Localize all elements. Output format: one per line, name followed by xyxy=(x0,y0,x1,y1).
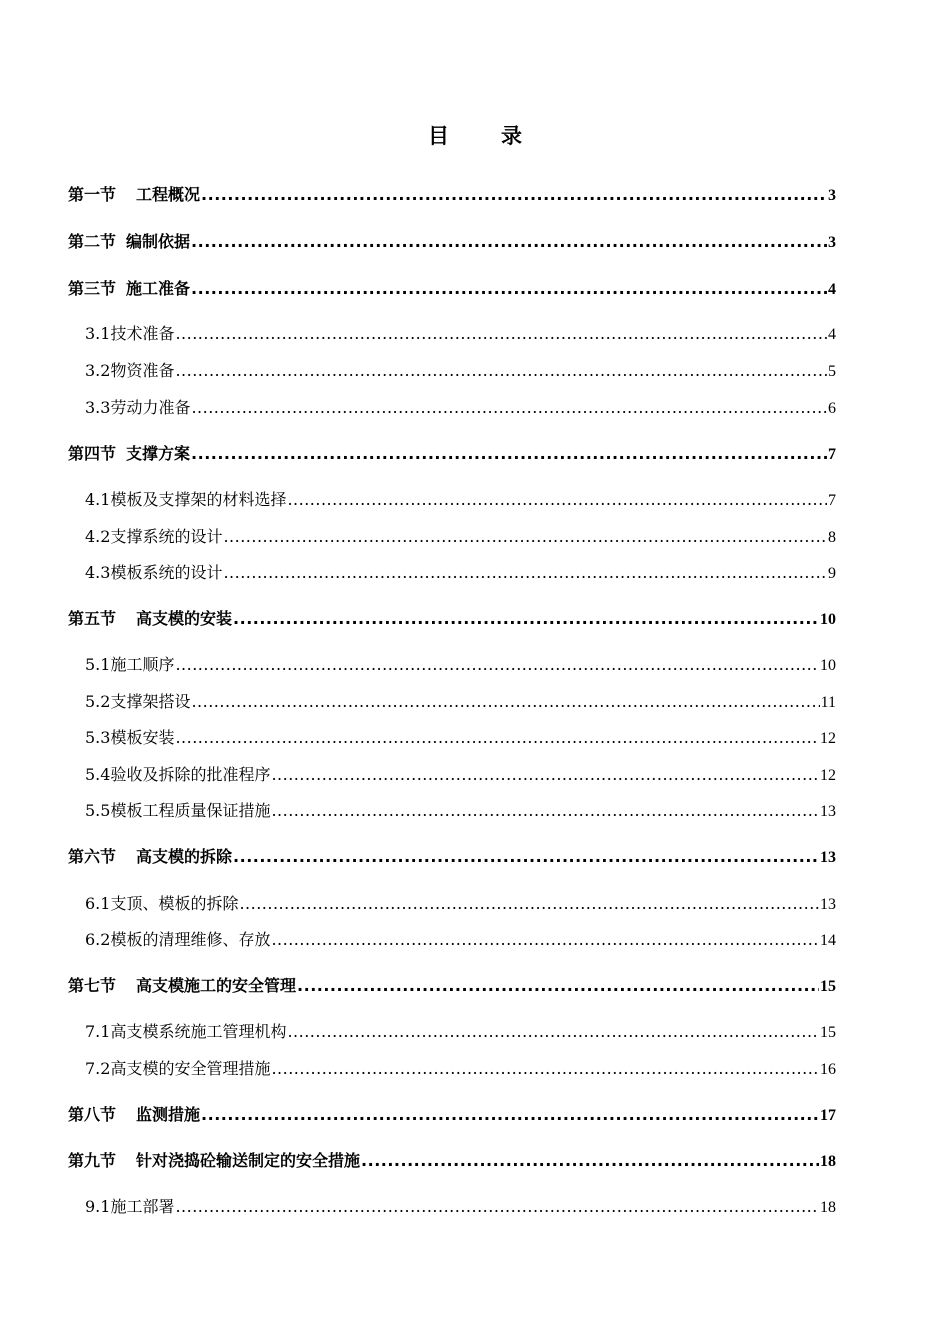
toc-entry-title: 5.4验收及拆除的批准程序 xyxy=(85,765,271,784)
toc-page-number: 11 xyxy=(820,694,836,711)
toc-dot-leader xyxy=(233,847,819,866)
toc-dot-leader xyxy=(271,801,819,820)
toc-dot-leader xyxy=(191,398,827,417)
toc-entry-title: 高支模施工的安全管理 xyxy=(136,976,297,995)
toc-entry-title: 5.2支撑架搭设 xyxy=(85,692,191,711)
toc-page-number: 3 xyxy=(828,234,836,251)
toc-entry-6-2[interactable] xyxy=(85,927,836,950)
toc-entry-5-3[interactable] xyxy=(85,725,836,748)
toc-entry-3-1[interactable] xyxy=(85,321,836,344)
toc-entry-4-2[interactable] xyxy=(85,524,836,547)
toc-dot-leader xyxy=(201,1105,819,1124)
toc-dot-leader xyxy=(223,563,827,582)
toc-section-number: 第九节 xyxy=(68,1151,117,1170)
toc-entry-title: 高支模的安装 xyxy=(136,609,233,628)
toc-entry-section-3[interactable] xyxy=(68,276,836,299)
toc-heading xyxy=(0,120,950,150)
toc-page-number: 6 xyxy=(828,400,836,417)
toc-heading-left: 目 xyxy=(428,124,449,148)
toc-page-number: 5 xyxy=(828,363,836,380)
toc-section-number: 第五节 xyxy=(68,609,117,628)
toc-entry-5-4[interactable] xyxy=(85,762,836,785)
toc-entry-title: 4.2支撑系统的设计 xyxy=(85,527,223,546)
toc-entry-title: 5.1施工顺序 xyxy=(85,655,175,674)
toc-page-number: 4 xyxy=(828,281,836,298)
toc-dot-leader xyxy=(175,728,819,747)
toc-dot-leader xyxy=(175,324,827,343)
toc-entry-section-6[interactable] xyxy=(68,844,836,867)
toc-dot-leader xyxy=(223,527,827,546)
toc-page-number: 12 xyxy=(820,730,836,747)
toc-page-number: 13 xyxy=(820,849,836,866)
toc-entry-title: 6.1支顶、模板的拆除 xyxy=(85,894,239,913)
toc-dot-leader xyxy=(175,655,819,674)
toc-entry-section-9[interactable] xyxy=(68,1148,836,1171)
toc-entry-7-2[interactable] xyxy=(85,1056,836,1079)
toc-entry-section-4[interactable] xyxy=(68,441,836,464)
toc-entry-title: 施工准备 xyxy=(126,279,191,298)
toc-entry-5-5[interactable] xyxy=(85,798,836,821)
toc-page-number: 9 xyxy=(828,565,836,582)
toc-dot-leader xyxy=(175,361,827,380)
toc-entry-3-3[interactable] xyxy=(85,395,836,418)
toc-dot-leader xyxy=(287,1022,819,1041)
toc-entry-5-2[interactable] xyxy=(85,689,836,712)
toc-entry-section-5[interactable] xyxy=(68,606,836,629)
toc-entry-title: 5.3模板安装 xyxy=(85,728,175,747)
toc-entry-title: 4.1模板及支撑架的材料选择 xyxy=(85,490,287,509)
toc-page-number: 10 xyxy=(820,657,836,674)
toc-dot-leader xyxy=(297,976,819,995)
toc-entry-title: 7.1高支模系统施工管理机构 xyxy=(85,1022,287,1041)
toc-page-number: 18 xyxy=(820,1153,836,1170)
toc-entry-title: 针对浇捣砼输送制定的安全措施 xyxy=(136,1151,361,1170)
toc-dot-leader xyxy=(191,444,827,463)
toc-entry-7-1[interactable] xyxy=(85,1019,836,1042)
toc-entry-3-2[interactable] xyxy=(85,358,836,381)
toc-entry-title: 支撑方案 xyxy=(126,444,191,463)
toc-entry-5-1[interactable] xyxy=(85,652,836,675)
toc-section-number: 第六节 xyxy=(68,847,117,866)
toc-entry-title: 工程概况 xyxy=(136,185,201,204)
toc-entry-section-2[interactable] xyxy=(68,229,836,252)
toc-section-number: 第八节 xyxy=(68,1105,117,1124)
toc-page-number: 10 xyxy=(820,611,836,628)
toc-section-number: 第一节 xyxy=(68,185,117,204)
toc-page-number: 15 xyxy=(820,1024,836,1041)
toc-entry-title: 监测措施 xyxy=(136,1105,201,1124)
toc-entry-title: 编制依据 xyxy=(126,232,191,251)
toc-page-number: 15 xyxy=(820,978,836,995)
toc-page-number: 18 xyxy=(820,1199,836,1216)
toc-entry-title: 4.3模板系统的设计 xyxy=(85,563,223,582)
toc-dot-leader xyxy=(201,185,827,204)
toc-dot-leader xyxy=(191,232,827,251)
toc-dot-leader xyxy=(361,1151,819,1170)
toc-entry-section-8[interactable] xyxy=(68,1102,836,1125)
toc-page-number: 8 xyxy=(828,529,836,546)
toc-page-number: 7 xyxy=(828,446,836,463)
toc-entry-section-7[interactable] xyxy=(68,973,836,996)
toc-page-number: 13 xyxy=(820,803,836,820)
toc-entry-4-3[interactable] xyxy=(85,560,836,583)
toc-dot-leader xyxy=(191,279,827,298)
toc-dot-leader xyxy=(271,930,819,949)
toc-section-number: 第三节 xyxy=(68,279,117,298)
toc-page-number: 13 xyxy=(820,896,836,913)
toc-dot-leader xyxy=(271,1059,819,1078)
toc-dot-leader xyxy=(239,894,819,913)
toc-entry-title: 7.2高支模的安全管理措施 xyxy=(85,1059,271,1078)
toc-entry-title: 3.3劳动力准备 xyxy=(85,398,191,417)
toc-dot-leader xyxy=(175,1197,819,1216)
toc-entry-9-1[interactable] xyxy=(85,1194,836,1217)
toc-dot-leader xyxy=(271,765,819,784)
toc-entry-6-1[interactable] xyxy=(85,891,836,914)
toc-dot-leader xyxy=(191,692,819,711)
toc-entry-title: 3.2物资准备 xyxy=(85,361,175,380)
toc-page-number: 14 xyxy=(820,932,836,949)
toc-page-number: 7 xyxy=(828,492,836,509)
toc-section-number: 第二节 xyxy=(68,232,117,251)
toc-section-number: 第七节 xyxy=(68,976,117,995)
toc-entry-4-1[interactable] xyxy=(85,487,836,510)
toc-section-number: 第四节 xyxy=(68,444,117,463)
toc-entry-title: 3.1技术准备 xyxy=(85,324,175,343)
toc-entry-title: 5.5模板工程质量保证措施 xyxy=(85,801,271,820)
toc-heading-right: 录 xyxy=(501,124,522,148)
toc-entry-title: 9.1施工部署 xyxy=(85,1197,175,1216)
toc-entry-title: 高支模的拆除 xyxy=(136,847,233,866)
toc-page-number: 17 xyxy=(820,1107,836,1124)
toc-page-number: 4 xyxy=(828,326,836,343)
toc-page-number: 12 xyxy=(820,767,836,784)
toc-dot-leader xyxy=(233,609,819,628)
toc-page-number: 3 xyxy=(828,187,836,204)
toc-page-number: 16 xyxy=(820,1061,836,1078)
toc-dot-leader xyxy=(287,490,827,509)
toc-entry-title: 6.2模板的清理维修、存放 xyxy=(85,930,271,949)
toc-entry-section-1[interactable] xyxy=(68,182,836,205)
